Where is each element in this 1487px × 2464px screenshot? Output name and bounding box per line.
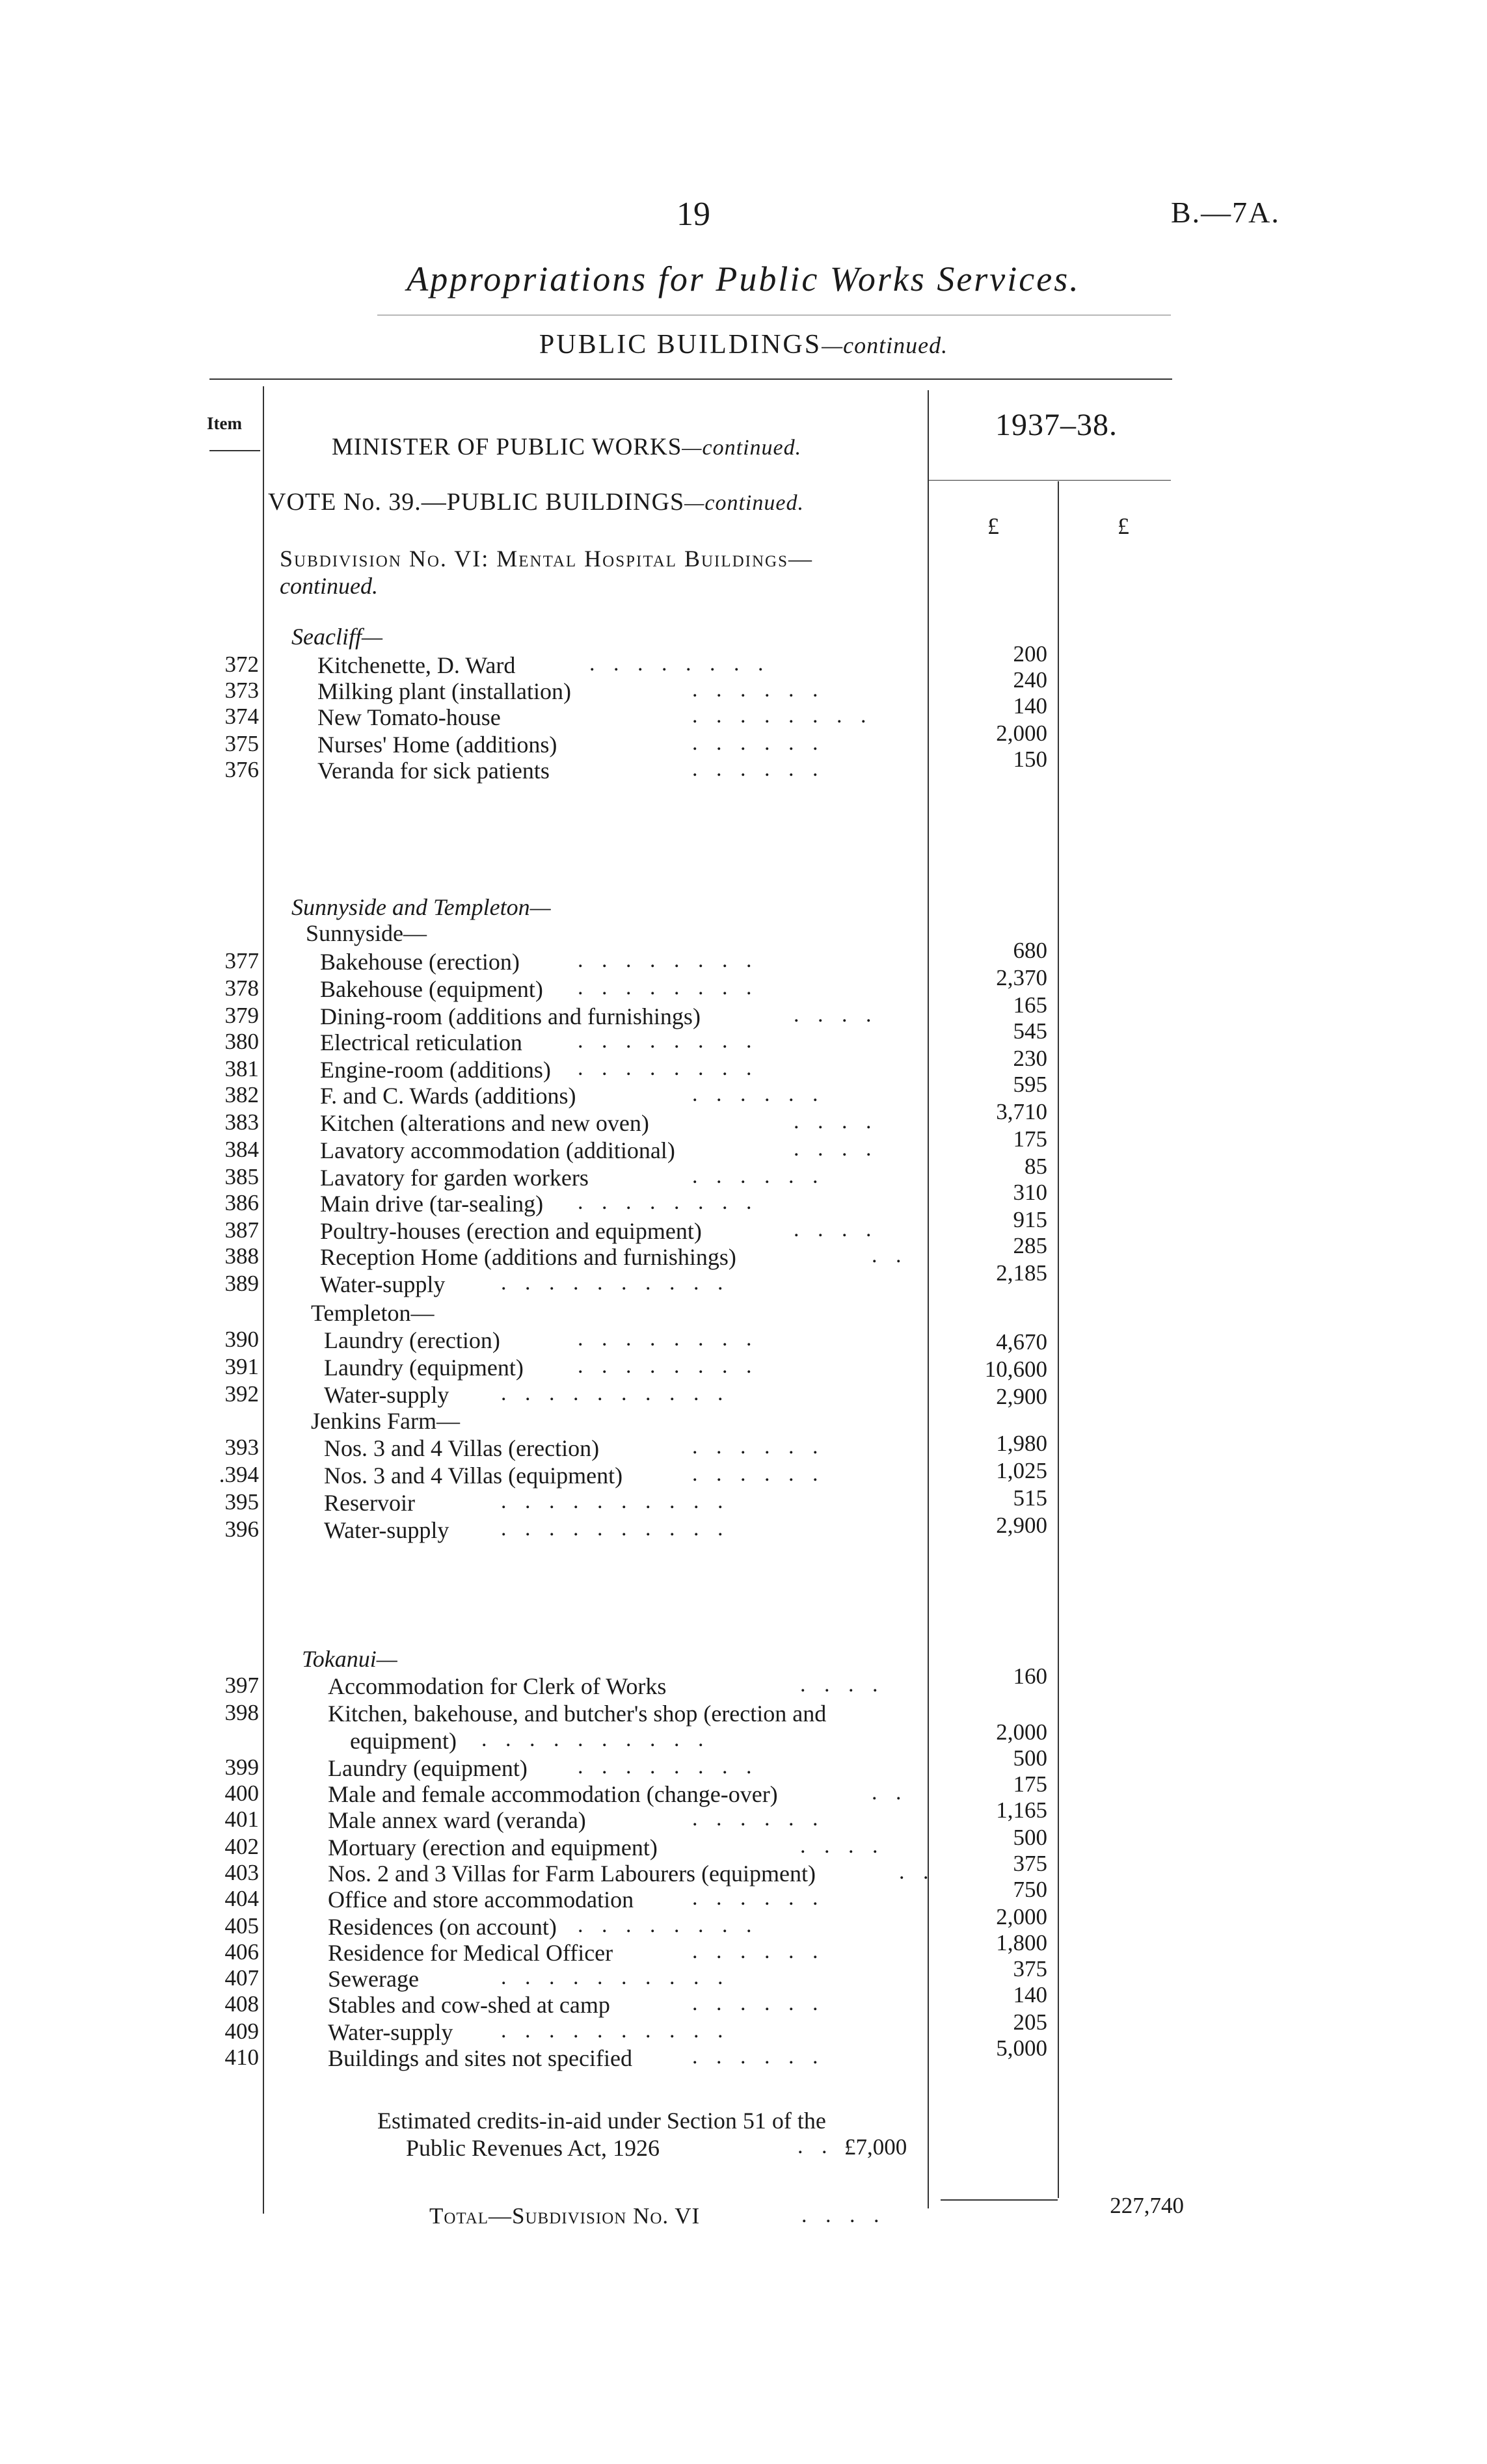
leader-dots: . . . . . . . . (578, 1029, 758, 1053)
leader-dots: . . . . . . . . . . (501, 2019, 730, 2043)
item-amount: 175 (1013, 1771, 1047, 1797)
minister-heading-continued: —continued. (682, 436, 802, 460)
item-description: Mortuary (erection and equipment) (328, 1835, 658, 1861)
item-description: Kitchen (alterations and new oven) (320, 1110, 649, 1136)
item-amount: 2,370 (996, 965, 1047, 990)
item-number: 397 (224, 1673, 259, 1698)
vote-heading-continued: —continued. (684, 491, 804, 515)
leader-dots: . . . . . . (692, 1991, 825, 2015)
item-number: 409 (224, 2019, 259, 2044)
leader-dots: . . . . . . . . (578, 1755, 758, 1779)
item-number: 400 (224, 1781, 259, 1806)
item-number: 393 (224, 1435, 259, 1460)
item-amount: 375 (1013, 1851, 1047, 1876)
leader-dots: . . . . . . (692, 1807, 825, 1831)
subgroup-heading-jenkins-farm: Jenkins Farm— (311, 1408, 460, 1434)
item-amount: 285 (1013, 1233, 1047, 1258)
item-amount: 1,980 (996, 1431, 1047, 1456)
leader-dots: . . . . . . . . (578, 1354, 758, 1378)
subdivision-heading-continued: continued. (280, 573, 378, 599)
item-number: 391 (224, 1354, 259, 1379)
left-amount-column-rule (928, 390, 929, 2208)
item-amount: 1,025 (996, 1458, 1047, 1483)
item-number: 399 (224, 1755, 259, 1780)
leader-dots: . . . . . . . . (578, 948, 758, 972)
item-description: Stables and cow-shed at camp (328, 1992, 610, 2018)
leader-dots: . . . . (794, 1109, 878, 1133)
leader-dots: . . . . . . (692, 678, 825, 702)
item-amount: 915 (1013, 1207, 1047, 1232)
group-heading-tokanui: Tokanui— (302, 1646, 397, 1672)
item-number: 402 (224, 1834, 259, 1859)
total-amount: 227,740 (1110, 2193, 1184, 2218)
item-description: Water-supply (320, 1271, 446, 1297)
section-title (0, 329, 1487, 360)
leader-dots: . . . . . . . . (578, 1056, 758, 1080)
item-amount: 4,670 (996, 1329, 1047, 1355)
item-number: 384 (224, 1137, 259, 1162)
item-description: Nos. 3 and 4 Villas (equipment) (324, 1463, 623, 1489)
leader-dots: . . . . . . . . (578, 1913, 758, 1937)
item-amount: 140 (1013, 1982, 1047, 2007)
item-description: Dining-room (additions and furnishings) (320, 1003, 701, 1029)
item-number: 388 (224, 1243, 259, 1269)
item-description: Nos. 3 and 4 Villas (erection) (324, 1435, 600, 1461)
item-description: Water-supply (324, 1517, 449, 1543)
leader-dots: . . . . . . (692, 757, 825, 781)
item-description: Poultry-houses (erection and equipment) (320, 1218, 702, 1244)
subdivision-heading (280, 545, 930, 600)
item-description: Laundry (equipment) (328, 1755, 528, 1781)
item-amount: 165 (1013, 992, 1047, 1018)
document-reference: B.—7A. (1171, 196, 1280, 229)
leader-dots: . . . . . . . . . . (501, 1271, 730, 1295)
subgroup-heading-sunnyside: Sunnyside— (306, 920, 427, 946)
item-description: Bakehouse (equipment) (320, 976, 543, 1002)
leader-dots: . . . . . . . . . . (481, 1727, 710, 1751)
item-description: Veranda for sick patients (317, 758, 550, 784)
currency-symbol-total: £ (1118, 513, 1129, 539)
item-number: 376 (224, 757, 259, 782)
item-amount: 2,000 (996, 1719, 1047, 1745)
item-amount: 750 (1013, 1877, 1047, 1902)
item-amount: 3,710 (996, 1099, 1047, 1124)
item-amount: 2,900 (996, 1513, 1047, 1538)
item-number: 380 (224, 1029, 259, 1054)
item-description: Water-supply (328, 2019, 453, 2045)
item-description: Milking plant (installation) (317, 678, 571, 704)
leader-dots: . . . . . . . . . . (501, 1489, 730, 1513)
item-number: 382 (224, 1082, 259, 1107)
item-number: 390 (224, 1327, 259, 1352)
item-description: equipment) (350, 1728, 457, 1754)
minister-heading (332, 433, 801, 461)
leader-dots: . . . . . . (692, 1462, 825, 1486)
item-amount: 680 (1013, 938, 1047, 963)
leader-dots: . . . . (800, 1673, 885, 1697)
leader-dots: . . . . . . (692, 1886, 825, 1910)
item-amount: 515 (1013, 1485, 1047, 1511)
leader-dots: . . . . . . . . (692, 704, 873, 728)
item-amount: 140 (1013, 693, 1047, 719)
item-number: 407 (224, 1965, 259, 1991)
item-amount: 150 (1013, 747, 1047, 772)
credits-in-aid-dots: . . (797, 2134, 834, 2158)
item-description: Water-supply (324, 1382, 449, 1408)
item-column-header: Item (207, 414, 242, 433)
subtotal-rule (941, 2199, 1058, 2201)
item-description: Male and female accommodation (change-over) (328, 1781, 778, 1807)
item-amount: 310 (1013, 1180, 1047, 1205)
leader-dots: . . . . . . . . (578, 975, 758, 1000)
item-under-rule (209, 450, 260, 451)
leader-dots: . . . . . . . . (589, 652, 770, 676)
leader-dots: . . . . (794, 1137, 878, 1161)
leader-dots: . . . . . . . . . . (501, 1517, 730, 1541)
item-number: 378 (224, 975, 259, 1001)
item-number: 392 (224, 1381, 259, 1407)
item-number: 389 (224, 1271, 259, 1296)
item-amount: 500 (1013, 1825, 1047, 1850)
currency-symbol-items: £ (987, 513, 999, 539)
item-number: 408 (224, 1991, 259, 2017)
subgroup-heading-templeton: Templeton— (311, 1300, 435, 1326)
item-number: 403 (224, 1860, 259, 1885)
item-number: 377 (224, 948, 259, 974)
item-number: 386 (224, 1190, 259, 1215)
credits-in-aid-note-line2: Public Revenues Act, 1926 (406, 2135, 660, 2161)
leader-dots: . . (872, 1243, 908, 1267)
page-title: Appropriations for Public Works Services. (407, 259, 1080, 298)
item-description: Residences (on account) (328, 1914, 557, 1940)
item-number: 374 (224, 704, 259, 729)
item-description: Nurses' Home (additions) (317, 732, 557, 758)
item-amount: 10,600 (984, 1357, 1047, 1382)
item-description: Engine-room (additions) (320, 1057, 551, 1083)
item-amount: 85 (1025, 1154, 1047, 1179)
item-number: 401 (224, 1807, 259, 1832)
vote-heading-text: VOTE No. 39.—PUBLIC BUILDINGS (268, 488, 685, 516)
item-description: Main drive (tar-sealing) (320, 1191, 544, 1217)
section-title-continued: —continued. (822, 332, 948, 358)
item-number: 410 (224, 2045, 259, 2070)
leader-dots: . . . . . . (692, 2045, 825, 2069)
item-amount: 595 (1013, 1072, 1047, 1097)
leader-dots: . . . . . . . . (578, 1190, 758, 1214)
item-number: 385 (224, 1164, 259, 1189)
item-description: F. and C. Wards (additions) (320, 1083, 576, 1109)
item-number: 383 (224, 1109, 259, 1135)
item-description: Residence for Medical Officer (328, 1940, 613, 1966)
item-amount: 240 (1013, 667, 1047, 693)
item-amount: 375 (1013, 1956, 1047, 1981)
item-amount: 230 (1013, 1046, 1047, 1071)
item-description: Electrical reticulation (320, 1029, 522, 1055)
leader-dots: . . . . . . (692, 1082, 825, 1106)
item-description: Accommodation for Clerk of Works (328, 1673, 667, 1699)
item-description: Reservoir (324, 1490, 415, 1516)
item-number: .394 (219, 1462, 259, 1487)
item-description: Lavatory accommodation (additional) (320, 1137, 675, 1163)
item-number: 396 (224, 1517, 259, 1542)
item-number: 387 (224, 1217, 259, 1243)
item-description: Lavatory for garden workers (320, 1165, 589, 1191)
item-number: 372 (224, 652, 259, 677)
item-number: 375 (224, 731, 259, 756)
item-amount: 175 (1013, 1126, 1047, 1152)
group-heading-seacliff: Seacliff— (291, 624, 382, 650)
leader-dots: . . . . . . . . (578, 1327, 758, 1351)
leader-dots: . . . . . . (692, 731, 825, 755)
leader-dots: . . . . (794, 1217, 878, 1241)
item-description: Kitchen, bakehouse, and butcher's shop (erection and (328, 1701, 827, 1727)
item-number: 405 (224, 1913, 259, 1939)
item-amount: 205 (1013, 2009, 1047, 2035)
item-number: 398 (224, 1700, 259, 1725)
item-description: Sewerage (328, 1966, 419, 1992)
item-description: Reception Home (additions and furnishings) (320, 1244, 736, 1270)
leader-dots: . . (872, 1781, 908, 1805)
subdivision-heading-text: Subdivision No. VI: Mental Hospital Buildings— (280, 546, 813, 572)
item-number: 373 (224, 678, 259, 703)
item-description: Nos. 2 and 3 Villas for Farm Labourers (equipment) (328, 1861, 816, 1887)
leader-dots: . . . . . . (692, 1435, 825, 1459)
total-dots: . . . . (801, 2203, 886, 2227)
item-amount: 200 (1013, 641, 1047, 667)
minister-heading-text: MINISTER OF PUBLIC WORKS (332, 434, 682, 460)
item-amount: 160 (1013, 1663, 1047, 1689)
vote-heading (268, 488, 804, 516)
item-description: New Tomato-house (317, 704, 501, 730)
item-description: Bakehouse (erection) (320, 949, 520, 975)
item-description: Kitchenette, D. Ward (317, 652, 516, 678)
item-number: 404 (224, 1886, 259, 1911)
item-number: 406 (224, 1939, 259, 1965)
table-top-rule (209, 378, 1172, 380)
item-amount: 1,800 (996, 1930, 1047, 1955)
item-amount: 545 (1013, 1018, 1047, 1044)
item-description: Laundry (erection) (324, 1327, 500, 1353)
leader-dots: . . . . . . . . . . (501, 1965, 730, 1989)
leader-dots: . . . . (800, 1834, 885, 1858)
leader-dots: . . . . . . . . . . (501, 1381, 730, 1405)
right-amount-column-rule (1058, 481, 1059, 2198)
group-heading-sunnyside-templeton: Sunnyside and Templeton— (291, 894, 551, 920)
item-amount: 2,000 (996, 1904, 1047, 1929)
year-under-rule (929, 480, 1171, 481)
item-amount: 5,000 (996, 2035, 1047, 2061)
item-number: 395 (224, 1489, 259, 1515)
item-column-rule (263, 386, 264, 2214)
leader-dots: . . (899, 1860, 935, 1884)
year-header: 1937–38. (995, 408, 1118, 442)
item-number: 379 (224, 1003, 259, 1028)
item-description: Buildings and sites not specified (328, 2045, 632, 2071)
item-description: Laundry (equipment) (324, 1355, 524, 1381)
page-number: 19 (677, 196, 710, 233)
item-description: Male annex ward (veranda) (328, 1807, 586, 1833)
leader-dots: . . . . . . (692, 1939, 825, 1963)
credits-in-aid-amount: £7,000 (844, 2134, 907, 2160)
item-description: Office and store accommodation (328, 1887, 634, 1913)
item-amount: 1,165 (996, 1797, 1047, 1823)
item-amount: 2,900 (996, 1384, 1047, 1409)
item-amount: 500 (1013, 1745, 1047, 1771)
item-amount: 2,000 (996, 721, 1047, 746)
section-title-text: PUBLIC BUILDINGS (539, 330, 822, 360)
item-amount: 2,185 (996, 1260, 1047, 1286)
total-label: Total—Subdivision No. VI (429, 2203, 701, 2229)
leader-dots: . . . . . . (692, 1164, 825, 1188)
item-number: 381 (224, 1056, 259, 1081)
credits-in-aid-note: Estimated credits-in-aid under Section 51 of the (377, 2108, 826, 2134)
leader-dots: . . . . (794, 1003, 878, 1027)
